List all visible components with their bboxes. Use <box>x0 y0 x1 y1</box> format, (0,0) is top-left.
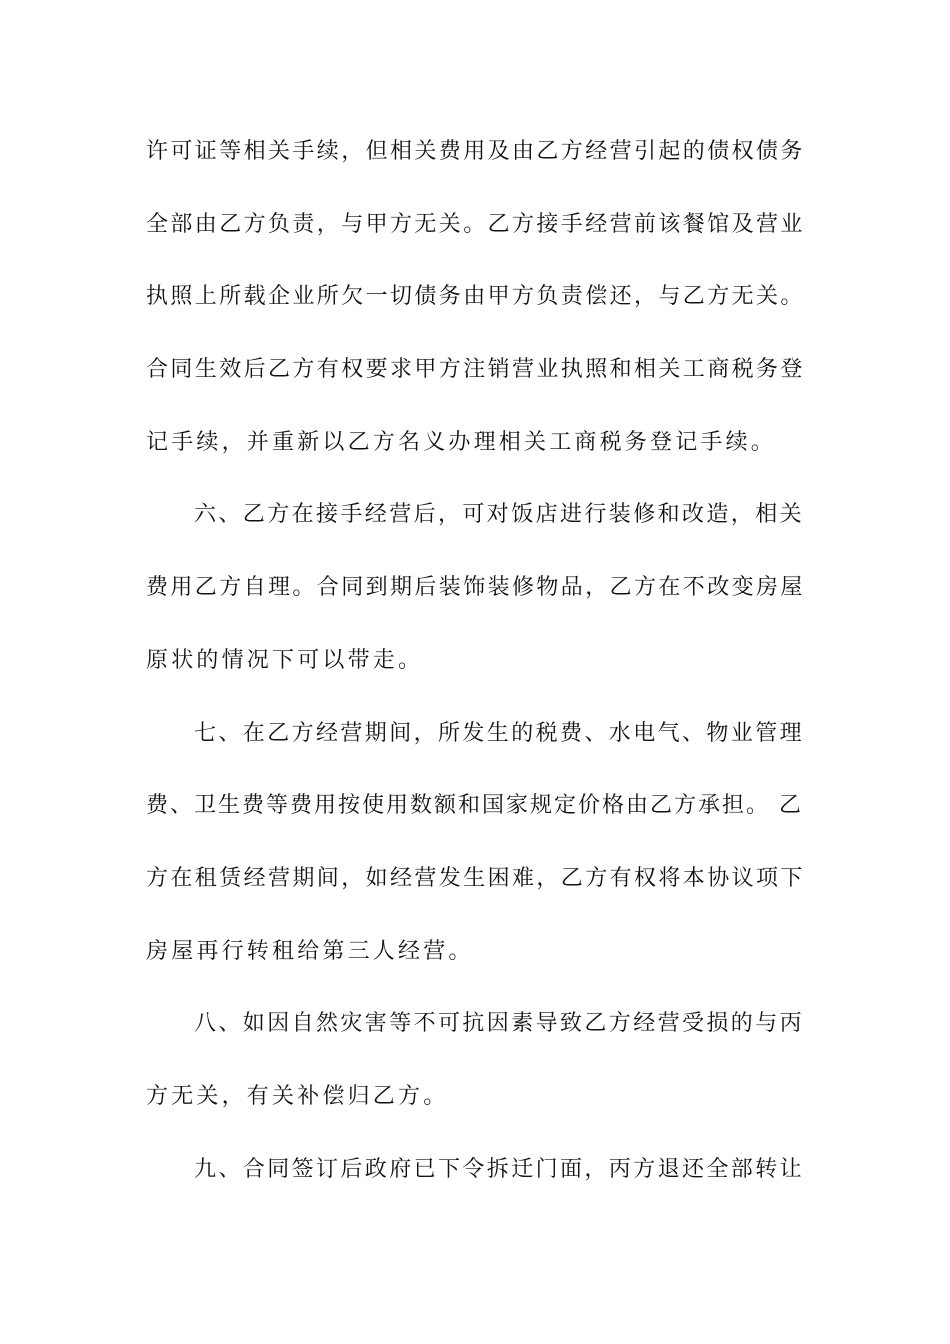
text-line: 方在租赁经营期间，如经营发生困难，乙方有权将本协议项下 <box>146 865 805 891</box>
text-line: 合同生效后乙方有权要求甲方注销营业执照和相关工商税务登 <box>146 357 805 383</box>
text-line: 房屋再行转租给第三人经营。 <box>146 938 474 964</box>
text-line: 费、卫生费等费用按使用数额和国家规定价格由乙方承担。 乙 <box>146 793 803 819</box>
text-line: 方无关，有关补偿归乙方。 <box>146 1083 449 1109</box>
text-line: 费用乙方自理。合同到期后装饰装修物品，乙方在不改变房屋 <box>146 575 805 601</box>
text-line: 全部由乙方负责，与甲方无关。乙方接手经营前该餐馆及营业 <box>146 211 805 237</box>
paragraph-start-line: 七、在乙方经营期间，所发生的税费、水电气、物业管理 <box>194 720 805 746</box>
paragraph-start-line: 六、乙方在接手经营后，可对饭店进行装修和改造，相关 <box>194 502 805 528</box>
text-line: 原状的情况下可以带走。 <box>146 647 424 673</box>
text-line: 执照上所载企业所欠一切债务由甲方负责偿还，与乙方无关。 <box>146 284 805 310</box>
document-body <box>146 130 806 1220</box>
paragraph-start-line: 八、如因自然灾害等不可抗因素导致乙方经营受损的与丙 <box>194 1011 805 1037</box>
text-line: 记手续，并重新以乙方名义办理相关工商税务登记手续。 <box>146 429 777 455</box>
text-line: 许可证等相关手续，但相关费用及由乙方经营引起的债权债务 <box>146 139 805 164</box>
paragraph-start-line: 九、合同签订后政府已下令拆迁门面，丙方退还全部转让 <box>194 1156 805 1182</box>
